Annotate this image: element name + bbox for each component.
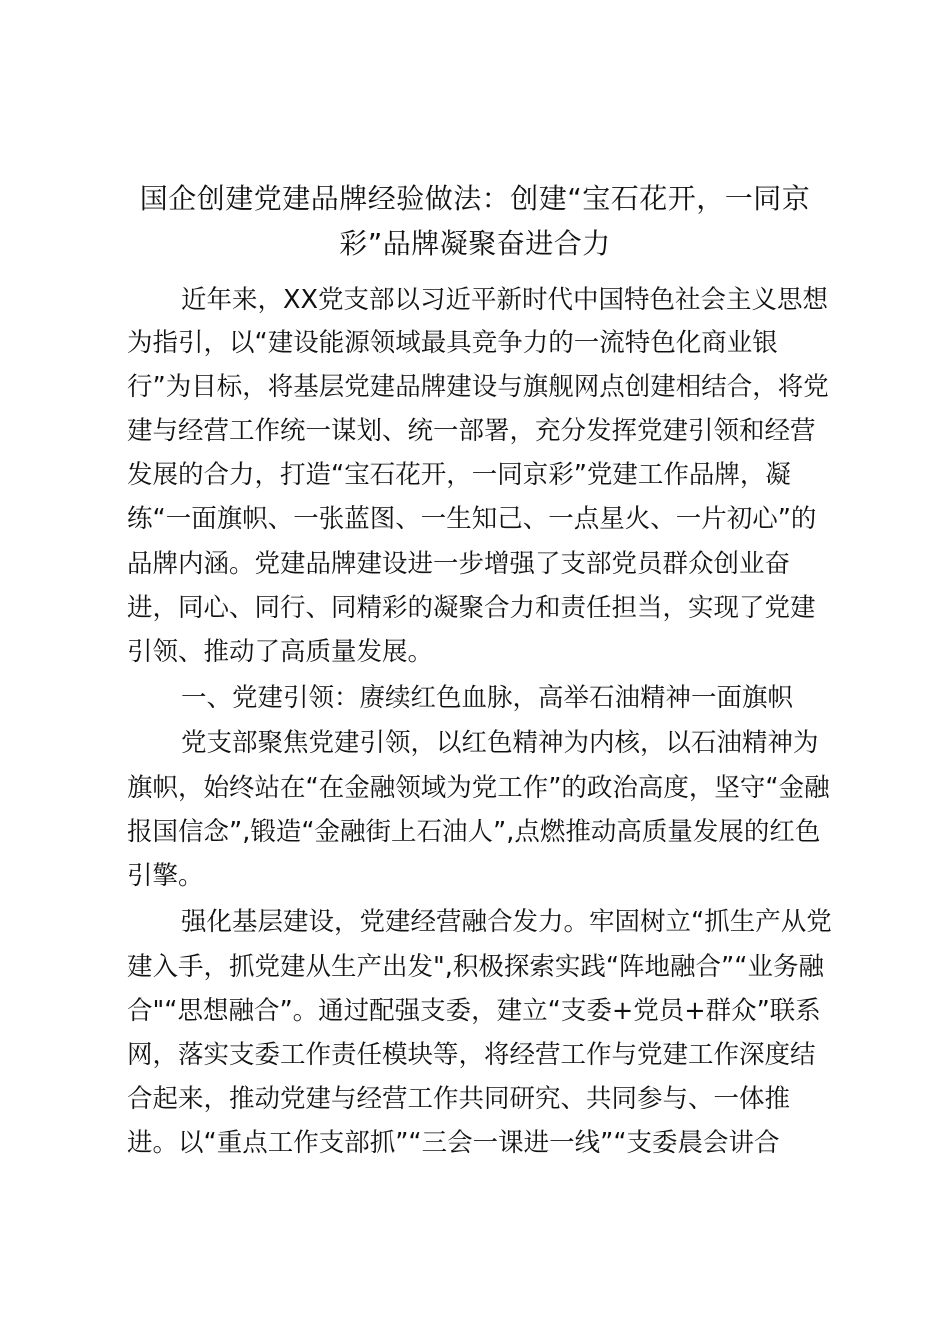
title-line: 国企创建党建品牌经验做法：创建“宝石花开，一同京 bbox=[139, 182, 811, 215]
body-text-line: 引擎。 bbox=[127, 861, 204, 891]
body-text-line: 引领、推动了高质量发展。 bbox=[127, 637, 434, 667]
body-text-line: 品牌内涵。党建品牌建设进一步增强了支部党员群众创业奋 bbox=[127, 549, 791, 579]
body-text-line: 近年来，XX党支部以习近平新时代中国特色社会主义思想 bbox=[181, 285, 828, 315]
body-text-line: 党支部聚焦党建引领，以红色精神为内核，以石油精神为 bbox=[181, 728, 819, 758]
body-text-line: 发展的合力，打造“宝石花开，一同京彩”党建工作品牌，凝 bbox=[127, 460, 791, 490]
body-text-line: 合"“思想融合”。通过配强支委，建立“支委+党员+群众”联系 bbox=[127, 996, 821, 1026]
document-title bbox=[110, 176, 840, 266]
body-text-line: 报国信念”,锻造“金融街上石油人”,点燃推动高质量发展的红色 bbox=[127, 817, 821, 847]
body-text-line: 为指引，以“建设能源领域最具竞争力的一流特色化商业银 bbox=[127, 328, 778, 358]
body-text-line: 合起来，推动党建与经营工作共同研究、共同参与、一体推 bbox=[127, 1084, 791, 1114]
body-text-line: 强化基层建设，党建经营融合发力。牢固树立“抓生产从党 bbox=[181, 907, 832, 937]
body-text-line: 进。以“重点工作支部抓”“三会一课进一线”“支委晨会讲合 bbox=[127, 1128, 780, 1158]
body-text-line: 进，同心、同行、同精彩的凝聚合力和责任担当，实现了党建 bbox=[127, 593, 816, 623]
body-text-line: 网，落实支委工作责任模块等，将经营工作与党建工作深度结 bbox=[127, 1040, 816, 1070]
body-text-line: 行”为目标，将基层党建品牌建设与旗舰网点创建相结合，将党 bbox=[127, 372, 829, 402]
title-line: 彩”品牌凝聚奋进合力 bbox=[339, 227, 611, 260]
body-text-line: 建与经营工作统一谋划、统一部署，充分发挥党建引领和经营 bbox=[127, 416, 816, 446]
section-heading: 一、党建引领：赓续红色血脉，高举石油精神一面旗帜 bbox=[181, 683, 794, 713]
body-text-line: 旗帜，始终站在“在金融领域为党工作”的政治高度，坚守“金融 bbox=[127, 773, 830, 803]
body-text-line: 练“一面旗帜、一张蓝图、一生知己、一点星火、一片初心”的 bbox=[127, 504, 817, 534]
body-text-line: 建入手，抓党建从生产出发",积极探索实践“阵地融合”“业务融 bbox=[127, 952, 824, 982]
